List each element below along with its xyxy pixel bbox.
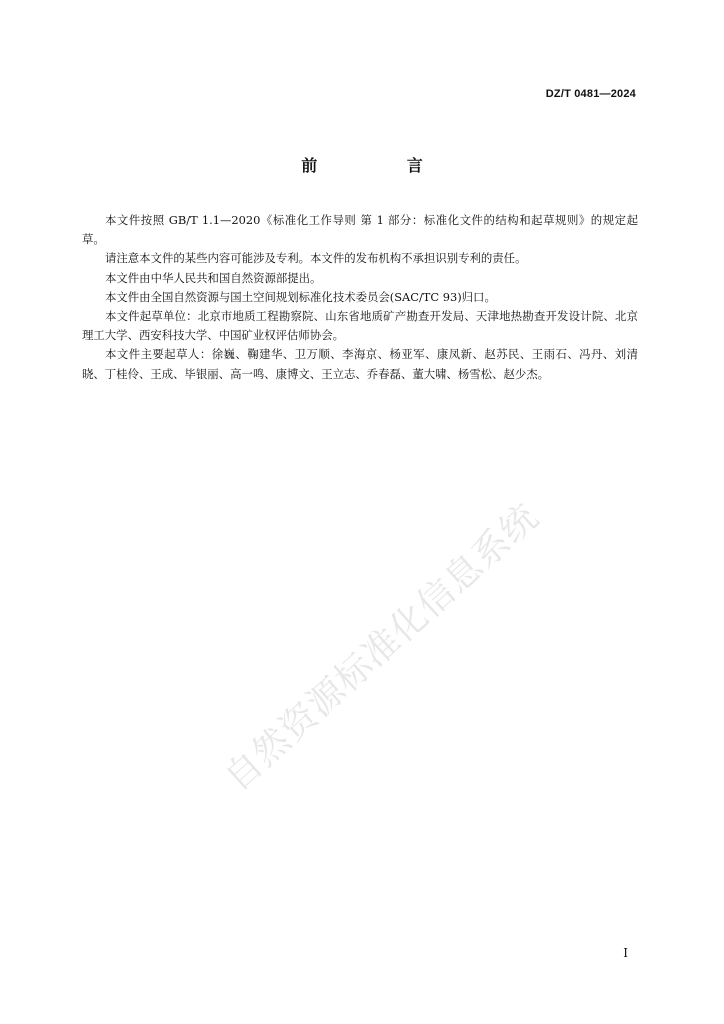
foreword-body [82,211,638,384]
paragraph-drafters: 本文件主要起草人：徐巍、鞠建华、卫万顺、李海京、杨亚军、康凤新、赵苏民、王雨石、冯丹、刘清晓、丁桂伶、王成、毕银丽、高一鸣、康博文、王立志、乔春磊、董大啸、杨雪松、赵少杰。 [82,347,638,381]
paragraph-patent-notice: 请注意本文件的某些内容可能涉及专利。本文件的发布机构不承担识别专利的责任。 [105,251,527,266]
paragraph-drafting-units: 本文件起草单位：北京市地质工程勘察院、山东省地质矿产勘查开发局、天津地热勘查开发设计院、北京理工大学、西安科技大学、中国矿业权评估师协会。 [82,309,638,343]
section-title: 前 言 [301,156,465,175]
watermark: 自然资源标准化信息系统 [217,496,547,800]
standard-code: DZ/T 0481—2024 [545,88,636,100]
paragraph-drafting-rules: 本文件按照 GB/T 1.1—2020《标准化工作导则 第 1 部分：标准化文件的结构和起草规则》的规定起草。 [82,213,638,247]
page-number: I [623,946,628,960]
paragraph-technical-committee: 本文件由全国自然资源与国土空间规划标准化技术委员会(SAC/TC 93)归口。 [105,289,496,304]
paragraph-proposer: 本文件由中华人民共和国自然资源部提出。 [105,270,322,285]
